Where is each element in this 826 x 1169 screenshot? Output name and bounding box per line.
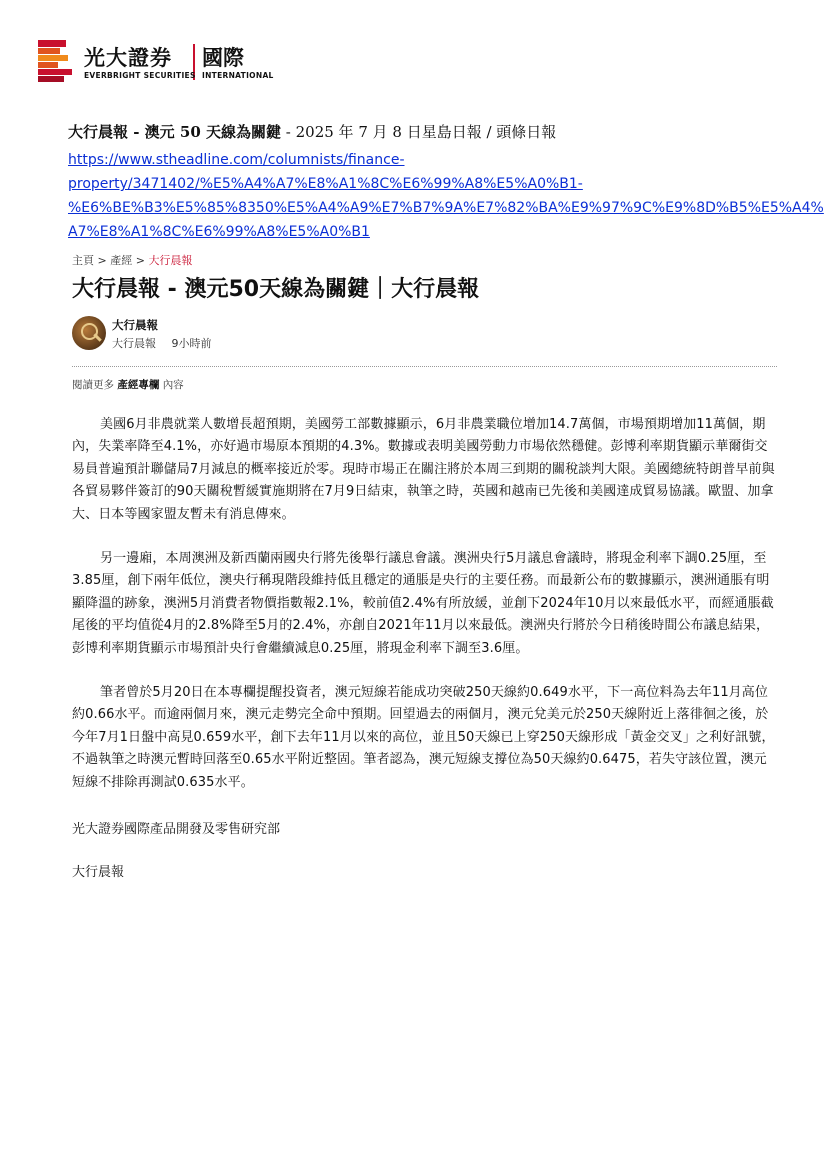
logo-chinese-name: 光大證券	[84, 46, 172, 70]
logo-chinese-name-2: 國際	[202, 46, 244, 70]
paragraph: 筆者曾於5月20日在本專欄提醒投資者，澳元短線若能成功突破250天線約0.649水平，下一高位料為去年11月高位約0.66水平。而逾兩個月來，澳元走勢完全命中預期。回望過去的兩個月，澳元兌美元於250天線附近上落徘徊之後，於今年7月1日盤中高見0.659水平，創下去年11月以來的高位，並且50天線已上穿250天線形成「黃金交叉」之利好訊號，不過執筆之時澳元暫時回落至0.65水平附近整固。筆者認為，澳元短線支撐位為50天線約0.6475，若失守該位置，澳元短線不排除再測試0.635水平。	[72, 685, 775, 790]
read-more	[72, 377, 777, 392]
publish-time: 9小時前	[171, 337, 212, 350]
breadcrumb-home[interactable]: 主頁	[72, 254, 94, 267]
breadcrumb-separator: >	[97, 254, 107, 267]
source-url-line-3[interactable]: %E6%BE%B3%E5%85%8350%E5%A4%A9%E7%B7%9A%E7%82%BA%E9%97%9C%E9%8D%B5%E5%A4%	[68, 200, 824, 216]
divider	[72, 366, 777, 367]
company-logo	[38, 40, 298, 84]
article	[72, 252, 777, 880]
author-name[interactable]: 大行晨報	[112, 318, 158, 332]
breadcrumb	[72, 252, 777, 268]
everbright-logo-icon	[38, 40, 72, 82]
headline-title: 大行晨報 - 澳元 50 天線為關鍵	[68, 123, 281, 141]
paragraph: 美國6月非農就業人數增長超預期，美國勞工部數據顯示，6月非農業職位增加14.7萬個，市場預期增加11萬個，期內，失業率降至4.1%，亦好過市場原本預期的4.3%。數據或表明美國勞動力市場依然穩健。彭博利率期貨顯示華爾街交易員普遍預計聯儲局7月減息的概率接近於零。現時市場正在關注將於本周三到期的關稅談判大限。美國總統特朗普早前與各貿易夥伴簽訂的90天關稅暫緩實施期將在7月9日結束，執筆之時，英國和越南已先後和美國達成貿易協議。歐盟、加拿大、日本等國家盟友暫未有消息傳來。	[72, 417, 775, 522]
magnifier-handle	[93, 333, 101, 341]
paragraph: 另一邊廂，本周澳洲及新西蘭兩國央行將先後舉行議息會議。澳洲央行5月議息會議時，將現金利率下調0.25厘，至3.85厘，創下兩年低位，澳央行稱現階段維持低且穩定的通脹是央行的主要任務。而最新公布的數據顯示，澳洲通脹有明顯降溫的跡象，澳洲5月消費者物價指數報2.1%，較前值2.4%有所放緩，並創下2024年10月以來最低水平，而經通脹截尾後的平均值從4月的2.8%降至5月的2.4%，亦創自2021年11月以來最低。澳洲央行將於今日稍後時間公布議息結果，彭博利率期貨顯示市場預計央行會繼續減息0.25厘，將現金利率下調至3.6厘。	[72, 551, 774, 656]
avatar[interactable]	[72, 316, 106, 350]
breadcrumb-separator: >	[135, 254, 145, 267]
signature: 大行晨報	[72, 865, 125, 881]
source-url-line-2[interactable]: property/3471402/%E5%A4%A7%E8%A1%8C%E6%99%A8%E5%A0%B1-	[68, 176, 583, 192]
document-headline	[68, 121, 556, 142]
source-url-line-1[interactable]: https://www.stheadline.com/columnists/finance-	[68, 152, 405, 168]
logo-english-name: EVERBRIGHT SECURITIES	[84, 71, 196, 80]
article-title: 大行晨報 - 澳元50天線為關鍵｜大行晨報	[72, 277, 480, 302]
read-more-prefix: 閱讀更多	[72, 379, 114, 391]
author-column: 大行晨報	[112, 337, 156, 350]
headline-source: - 2025 年 7 月 8 日星島日報 / 頭條日報	[281, 123, 557, 141]
department-line: 光大證券國際產品開發及零售研究部	[72, 822, 281, 838]
author-meta	[112, 335, 224, 351]
read-more-suffix: 內容	[162, 379, 184, 391]
source-url-line-4[interactable]: A7%E8%A1%8C%E6%99%A8%E5%A0%B1	[68, 224, 370, 240]
read-more-link[interactable]: 產經專欄	[117, 379, 160, 391]
author-block	[72, 316, 777, 364]
breadcrumb-current[interactable]: 大行晨報	[148, 254, 193, 267]
breadcrumb-finance[interactable]: 產經	[110, 254, 133, 267]
logo-english-name-2: INTERNATIONAL	[202, 71, 274, 80]
